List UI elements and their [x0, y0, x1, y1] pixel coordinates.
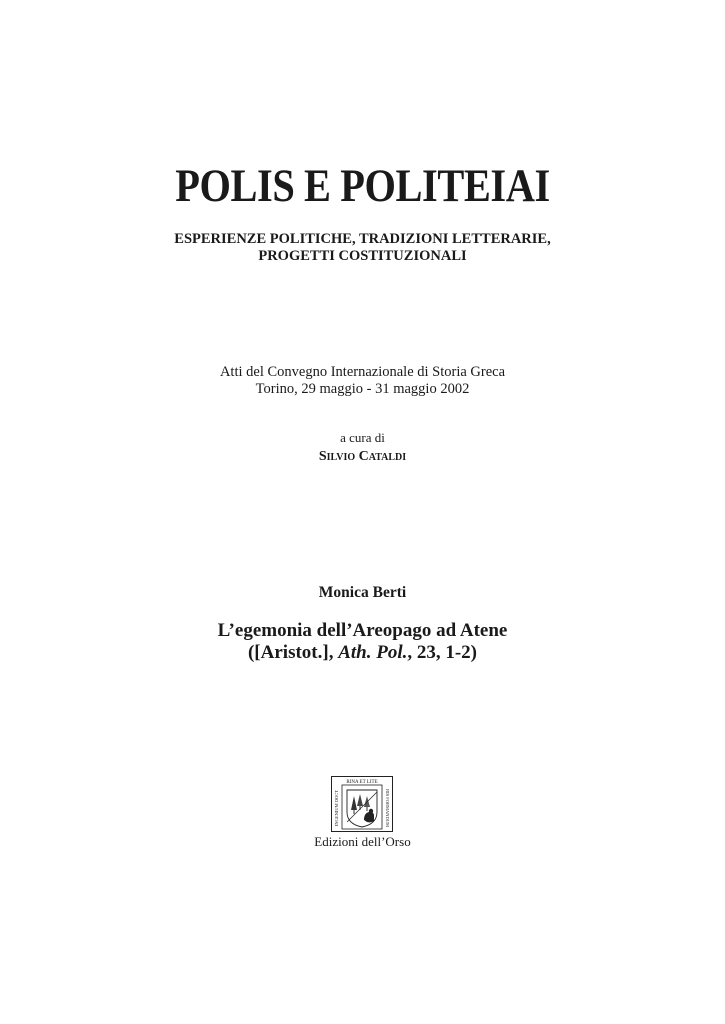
logo-motto-top: RINA ET LITE [346, 780, 378, 785]
proceedings-info [0, 364, 725, 398]
article-title-line1: L’egemonia dell’Areopago ad Atene [217, 620, 508, 641]
logo-motto-left: INGENIUM DOCT [334, 789, 339, 827]
book-subtitle-line1: ESPERIENZE POLITICHE, TRADIZIONI LETTERARIE, [174, 231, 551, 247]
publisher-name: Edizioni dell’Orso [314, 834, 411, 849]
book-title: POLIS E POLITEIAI [175, 160, 550, 212]
proceedings-line2: Torino, 29 maggio - 31 maggio 2002 [255, 381, 470, 397]
article-title [0, 620, 725, 664]
book-subtitle-line2: PROGETTI COSTITUZIONALI [258, 248, 467, 264]
publisher-emblem-icon [331, 776, 393, 832]
curator-name: Silvio Cataldi [318, 449, 407, 464]
article-title-line2 [0, 642, 725, 664]
curator-prefix: a cura di [340, 430, 385, 445]
logo-motto-right: RIS FORMANDUM [385, 789, 390, 827]
article-title-italic: Ath. Pol. [338, 642, 408, 663]
article-title-suffix: , 23, 1-2) [407, 642, 478, 663]
book-subtitle [0, 231, 725, 265]
article-title-prefix: ([Aristot.], [247, 642, 339, 663]
proceedings-line1: Atti del Convegno Internazionale di Storia Greca [219, 364, 506, 380]
article-author: Monica Berti [318, 584, 407, 601]
